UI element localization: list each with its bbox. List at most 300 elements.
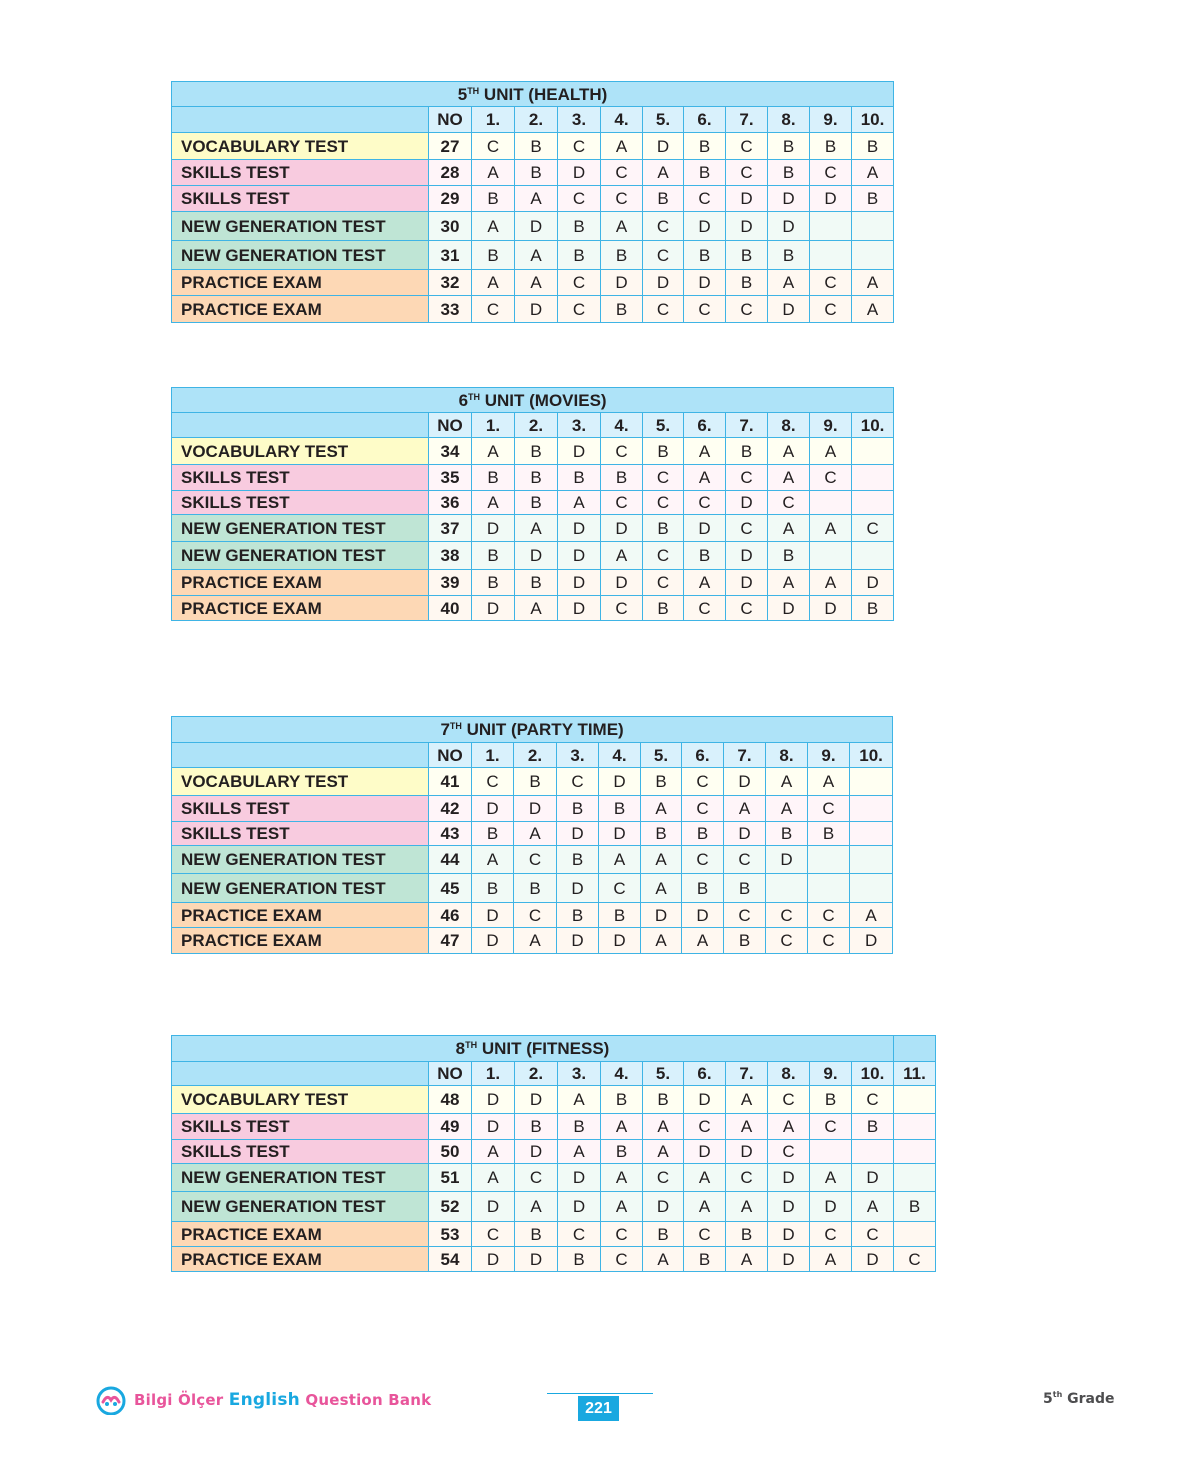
answer-cell: A	[641, 928, 682, 954]
answer-cell: A	[472, 1164, 515, 1192]
answer-cell: B	[515, 570, 558, 596]
unit-7-answer-table	[171, 716, 893, 954]
unit-8-answer-table	[171, 1035, 936, 1272]
table-row	[172, 186, 894, 212]
answer-cell: C	[684, 491, 726, 515]
answer-cell: B	[601, 465, 643, 491]
answer-cell: A	[768, 515, 810, 542]
answer-cell: A	[472, 1140, 515, 1164]
answer-cell: B	[557, 846, 599, 874]
test-number: 44	[429, 846, 472, 874]
answer-cell: C	[684, 296, 726, 323]
header-q2: 2.	[515, 1062, 558, 1086]
table-row	[172, 570, 894, 596]
answer-cell: D	[472, 1247, 515, 1272]
answer-cell	[852, 1140, 894, 1164]
answer-cell: D	[641, 903, 682, 928]
table-row	[172, 1140, 936, 1164]
answer-cell: C	[726, 515, 768, 542]
answer-cell: A	[515, 515, 558, 542]
answer-cell: C	[601, 1247, 643, 1272]
answer-cell	[852, 542, 894, 570]
answer-cell: A	[768, 1114, 810, 1140]
header-q6: 6.	[682, 743, 724, 768]
answer-cell: C	[643, 465, 684, 491]
answer-cell	[810, 491, 852, 515]
answer-cell	[852, 491, 894, 515]
answer-cell: B	[684, 160, 726, 186]
answer-cell: C	[726, 465, 768, 491]
test-number: 45	[429, 874, 472, 903]
answer-cell: D	[724, 822, 766, 846]
unit-title: 5TH UNIT (HEALTH)	[172, 82, 894, 107]
header-no: NO	[429, 1062, 472, 1086]
answer-cell: A	[768, 438, 810, 465]
unit-title: 8TH UNIT (FITNESS)	[172, 1036, 894, 1062]
table-row	[172, 768, 893, 796]
test-name: SKILLS TEST	[172, 186, 429, 212]
table-row	[172, 1247, 936, 1272]
answer-cell: D	[684, 212, 726, 241]
answer-cell: A	[684, 438, 726, 465]
header-q9: 9.	[810, 1062, 852, 1086]
unit-title: 7TH UNIT (PARTY TIME)	[172, 717, 893, 743]
test-name: NEW GENERATION TEST	[172, 515, 429, 542]
answer-cell: A	[643, 1247, 684, 1272]
answer-cell: A	[641, 846, 682, 874]
answer-cell	[894, 1222, 936, 1247]
answer-cell: A	[808, 768, 850, 796]
header-q6: 6.	[684, 107, 726, 133]
answer-cell: B	[472, 822, 514, 846]
table-row	[172, 212, 894, 241]
answer-cell: D	[472, 903, 514, 928]
header-q3: 3.	[558, 413, 601, 438]
answer-cell: A	[726, 1114, 768, 1140]
answer-cell: B	[852, 596, 894, 621]
answer-cell: A	[472, 212, 515, 241]
answer-cell: D	[558, 515, 601, 542]
answer-cell: D	[472, 1086, 515, 1114]
answer-cell: C	[472, 1222, 515, 1247]
answer-cell: A	[558, 1140, 601, 1164]
answer-cell: C	[810, 1222, 852, 1247]
answer-cell: C	[808, 928, 850, 954]
answer-cell: C	[558, 133, 601, 160]
answer-cell: D	[726, 212, 768, 241]
answer-cell: B	[768, 160, 810, 186]
table-row	[172, 160, 894, 186]
answer-cell: D	[850, 928, 893, 954]
answer-cell: D	[601, 570, 643, 596]
header-blank-cell	[172, 413, 429, 438]
answer-cell: C	[601, 438, 643, 465]
test-number: 40	[429, 596, 472, 621]
answer-cell	[850, 822, 893, 846]
answer-cell: A	[558, 1086, 601, 1114]
answer-cell: C	[601, 160, 643, 186]
answer-cell: D	[684, 515, 726, 542]
test-name: NEW GENERATION TEST	[172, 874, 429, 903]
answer-cell: A	[599, 846, 641, 874]
answer-cell	[852, 212, 894, 241]
header-q10: 10.	[852, 107, 894, 133]
table-row	[172, 1192, 936, 1222]
test-name: PRACTICE EXAM	[172, 570, 429, 596]
answer-cell: D	[810, 1192, 852, 1222]
header-q3: 3.	[558, 107, 601, 133]
test-name: VOCABULARY TEST	[172, 1086, 429, 1114]
answer-cell	[894, 1086, 936, 1114]
answer-cell: A	[601, 1192, 643, 1222]
answer-cell: D	[472, 928, 514, 954]
answer-cell: C	[643, 570, 684, 596]
answer-cell	[850, 846, 893, 874]
test-name: SKILLS TEST	[172, 1140, 429, 1164]
answer-cell: D	[682, 903, 724, 928]
table-row	[172, 542, 894, 570]
answer-cell: D	[643, 133, 684, 160]
answer-cell: B	[808, 822, 850, 846]
header-q5: 5.	[641, 743, 682, 768]
table-row	[172, 438, 894, 465]
answer-cell	[810, 241, 852, 270]
test-number: 37	[429, 515, 472, 542]
brand-logo-icon	[96, 1385, 126, 1415]
answer-cell	[894, 1164, 936, 1192]
unit-title: 6TH UNIT (MOVIES)	[172, 388, 894, 413]
answer-cell: A	[684, 1164, 726, 1192]
answer-cell: C	[724, 846, 766, 874]
header-q4: 4.	[601, 413, 643, 438]
answer-cell: D	[766, 846, 808, 874]
table-row	[172, 903, 893, 928]
answer-cell: D	[643, 270, 684, 296]
answer-cell: B	[852, 1114, 894, 1140]
answer-cell: A	[472, 270, 515, 296]
answer-cell	[894, 1140, 936, 1164]
answer-cell: C	[852, 1086, 894, 1114]
answer-cell: A	[643, 1140, 684, 1164]
header-q11: 11.	[894, 1062, 936, 1086]
answer-cell: C	[766, 903, 808, 928]
answer-cell: C	[726, 296, 768, 323]
header-q3: 3.	[557, 743, 599, 768]
header-q2: 2.	[515, 107, 558, 133]
answer-cell: A	[641, 796, 682, 822]
answer-cell: C	[643, 212, 684, 241]
answer-cell: A	[810, 570, 852, 596]
answer-cell: B	[515, 465, 558, 491]
answer-cell: A	[601, 542, 643, 570]
answer-cell: B	[515, 133, 558, 160]
answer-cell: B	[472, 241, 515, 270]
answer-cell: D	[726, 570, 768, 596]
answer-cell: D	[768, 212, 810, 241]
table-row	[172, 133, 894, 160]
answer-cell: C	[643, 241, 684, 270]
answer-cell: B	[643, 438, 684, 465]
answer-cell	[766, 874, 808, 903]
answer-cell: A	[601, 1114, 643, 1140]
header-no: NO	[429, 107, 472, 133]
header-q7: 7.	[726, 1062, 768, 1086]
answer-cell: B	[515, 160, 558, 186]
answer-cell: A	[726, 1247, 768, 1272]
answer-cell: D	[768, 1164, 810, 1192]
header-q4: 4.	[601, 107, 643, 133]
test-number: 53	[429, 1222, 472, 1247]
answer-cell: D	[852, 570, 894, 596]
answer-cell: C	[810, 160, 852, 186]
answer-cell: A	[601, 1164, 643, 1192]
answer-cell: A	[472, 438, 515, 465]
answer-cell: D	[557, 874, 599, 903]
answer-cell: D	[599, 768, 641, 796]
header-q9: 9.	[808, 743, 850, 768]
test-name: SKILLS TEST	[172, 160, 429, 186]
answer-cell: D	[558, 438, 601, 465]
answer-cell: C	[558, 1222, 601, 1247]
answer-cell: A	[766, 768, 808, 796]
table-row	[172, 846, 893, 874]
answer-cell: B	[514, 874, 557, 903]
answer-cell: B	[768, 133, 810, 160]
answer-cell: B	[724, 874, 766, 903]
answer-cell: A	[684, 570, 726, 596]
answer-cell: B	[557, 903, 599, 928]
answer-cell: C	[643, 542, 684, 570]
answer-cell: B	[726, 1222, 768, 1247]
answer-cell: B	[515, 438, 558, 465]
test-number: 30	[429, 212, 472, 241]
answer-cell: A	[601, 133, 643, 160]
answer-cell: B	[810, 1086, 852, 1114]
answer-cell: A	[768, 570, 810, 596]
test-name: NEW GENERATION TEST	[172, 846, 429, 874]
test-number: 34	[429, 438, 472, 465]
header-q5: 5.	[643, 107, 684, 133]
table-row	[172, 822, 893, 846]
header-q10: 10.	[852, 413, 894, 438]
answer-cell: C	[768, 491, 810, 515]
test-name: PRACTICE EXAM	[172, 928, 429, 954]
answer-cell: A	[515, 241, 558, 270]
answer-cell: A	[514, 822, 557, 846]
answer-cell: C	[515, 1164, 558, 1192]
answer-cell: C	[726, 1164, 768, 1192]
test-name: SKILLS TEST	[172, 796, 429, 822]
test-name: VOCABULARY TEST	[172, 768, 429, 796]
answer-cell: B	[682, 874, 724, 903]
answer-cell: C	[643, 296, 684, 323]
test-number: 35	[429, 465, 472, 491]
answer-cell: C	[558, 270, 601, 296]
test-name: SKILLS TEST	[172, 465, 429, 491]
answer-cell: B	[726, 270, 768, 296]
header-q8: 8.	[768, 107, 810, 133]
header-q8: 8.	[768, 413, 810, 438]
answer-cell: D	[768, 1192, 810, 1222]
answer-cell: C	[601, 596, 643, 621]
answer-cell: D	[726, 1140, 768, 1164]
answer-cell: B	[472, 186, 515, 212]
answer-cell: C	[726, 133, 768, 160]
answer-cell: B	[558, 241, 601, 270]
test-name: SKILLS TEST	[172, 1114, 429, 1140]
answer-cell	[852, 465, 894, 491]
answer-cell: B	[766, 822, 808, 846]
answer-cell: D	[810, 596, 852, 621]
header-q6: 6.	[684, 413, 726, 438]
answer-cell: D	[472, 796, 514, 822]
answer-cell: A	[684, 1192, 726, 1222]
answer-cell: C	[808, 796, 850, 822]
answer-cell: D	[558, 542, 601, 570]
test-number: 36	[429, 491, 472, 515]
answer-cell: D	[599, 928, 641, 954]
header-q4: 4.	[599, 743, 641, 768]
answer-cell: A	[766, 796, 808, 822]
answer-cell: D	[768, 1222, 810, 1247]
answer-cell: B	[684, 542, 726, 570]
answer-cell: B	[472, 570, 515, 596]
answer-cell: C	[601, 1222, 643, 1247]
test-number: 41	[429, 768, 472, 796]
test-number: 28	[429, 160, 472, 186]
header-q2: 2.	[515, 413, 558, 438]
answer-cell: C	[810, 270, 852, 296]
test-number: 54	[429, 1247, 472, 1272]
test-name: NEW GENERATION TEST	[172, 241, 429, 270]
answer-cell	[808, 874, 850, 903]
answer-cell	[894, 1114, 936, 1140]
answer-cell: D	[726, 542, 768, 570]
grade-label: 5th Grade	[1043, 1390, 1115, 1407]
answer-cell: B	[515, 1114, 558, 1140]
unit-6-answer-table	[171, 387, 894, 621]
header-q7: 7.	[726, 413, 768, 438]
answer-cell: D	[810, 186, 852, 212]
answer-cell: A	[852, 1192, 894, 1222]
answer-cell: B	[601, 296, 643, 323]
test-name: NEW GENERATION TEST	[172, 212, 429, 241]
answer-cell: B	[472, 874, 514, 903]
header-q4: 4.	[601, 1062, 643, 1086]
header-q5: 5.	[643, 1062, 684, 1086]
answer-cell: B	[852, 133, 894, 160]
answer-cell: D	[558, 570, 601, 596]
answer-cell: A	[641, 874, 682, 903]
answer-cell: C	[643, 491, 684, 515]
answer-cell: C	[726, 160, 768, 186]
answer-cell: A	[684, 465, 726, 491]
answer-cell: D	[684, 1140, 726, 1164]
test-name: NEW GENERATION TEST	[172, 542, 429, 570]
answer-cell: C	[599, 874, 641, 903]
answer-cell: A	[810, 1164, 852, 1192]
test-name: SKILLS TEST	[172, 822, 429, 846]
test-name: PRACTICE EXAM	[172, 296, 429, 323]
answer-cell: A	[810, 515, 852, 542]
answer-cell: B	[515, 491, 558, 515]
brand-title: Bilgi Ölçer English Question Bank	[134, 1390, 432, 1410]
table-row	[172, 796, 893, 822]
answer-cell: B	[684, 133, 726, 160]
table-row	[172, 241, 894, 270]
test-number: 39	[429, 570, 472, 596]
answer-cell: C	[810, 296, 852, 323]
answer-cell: D	[558, 1192, 601, 1222]
answer-cell: D	[768, 296, 810, 323]
answer-cell: D	[684, 270, 726, 296]
answer-cell: D	[557, 928, 599, 954]
test-name: PRACTICE EXAM	[172, 270, 429, 296]
answer-cell: B	[684, 1247, 726, 1272]
test-number: 42	[429, 796, 472, 822]
answer-cell	[852, 438, 894, 465]
answer-cell: C	[808, 903, 850, 928]
answer-cell: C	[724, 903, 766, 928]
answer-cell: A	[852, 160, 894, 186]
answer-cell: C	[766, 928, 808, 954]
title-extra-cell	[894, 1036, 936, 1062]
answer-cell: B	[643, 515, 684, 542]
answer-cell: A	[558, 491, 601, 515]
test-number: 46	[429, 903, 472, 928]
answer-cell: B	[768, 542, 810, 570]
answer-cell	[810, 1140, 852, 1164]
answer-cell: B	[599, 903, 641, 928]
answer-cell: A	[810, 438, 852, 465]
answer-cell: C	[514, 903, 557, 928]
answer-cell: C	[472, 768, 514, 796]
answer-cell: A	[515, 1192, 558, 1222]
header-q3: 3.	[558, 1062, 601, 1086]
answer-cell: C	[558, 186, 601, 212]
answer-cell: C	[558, 296, 601, 323]
test-name: NEW GENERATION TEST	[172, 1192, 429, 1222]
answer-cell: D	[852, 1247, 894, 1272]
answer-cell: C	[472, 133, 515, 160]
answer-cell: D	[558, 1164, 601, 1192]
answer-cell: C	[684, 186, 726, 212]
answer-cell: B	[558, 465, 601, 491]
answer-cell: B	[643, 1222, 684, 1247]
test-number: 47	[429, 928, 472, 954]
answer-cell: B	[558, 1114, 601, 1140]
answer-cell: C	[810, 465, 852, 491]
answer-cell: C	[557, 768, 599, 796]
answer-cell: A	[472, 160, 515, 186]
table-row	[172, 596, 894, 621]
answer-cell: D	[515, 1086, 558, 1114]
answer-cell: C	[682, 846, 724, 874]
answer-cell: C	[768, 1086, 810, 1114]
header-q8: 8.	[768, 1062, 810, 1086]
header-blank-cell	[172, 107, 429, 133]
answer-cell: C	[514, 846, 557, 874]
answer-cell: A	[515, 596, 558, 621]
test-number: 43	[429, 822, 472, 846]
answer-cell: C	[726, 596, 768, 621]
answer-cell: B	[472, 465, 515, 491]
answer-cell: B	[768, 241, 810, 270]
answer-cell: D	[726, 491, 768, 515]
test-name: PRACTICE EXAM	[172, 596, 429, 621]
table-row	[172, 1222, 936, 1247]
answer-cell: D	[852, 1164, 894, 1192]
